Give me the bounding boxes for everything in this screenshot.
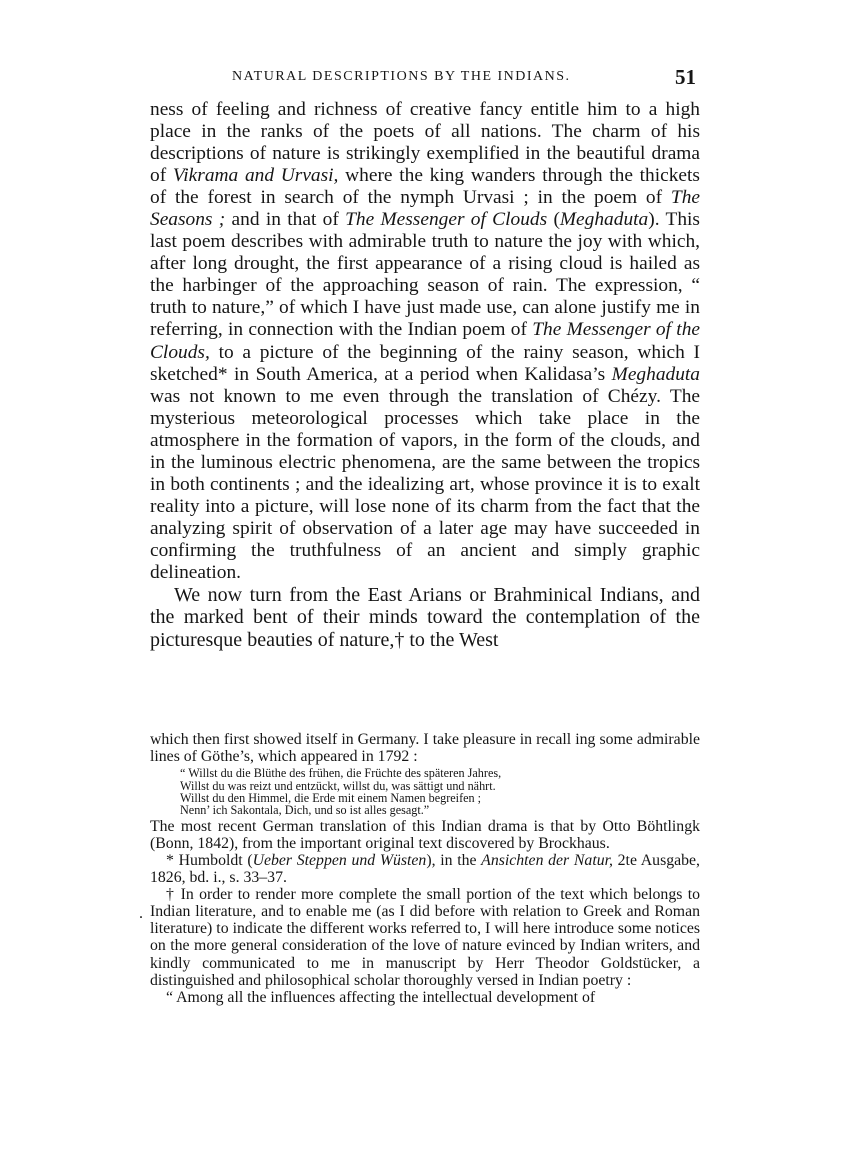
page-header bbox=[150, 64, 700, 90]
work-title-meghaduta: Meghaduta bbox=[559, 209, 649, 231]
footnote-continued: which then first showed itself in Germany. I take pleasure in recall ing some admirable lines of Göthe’s, which appeared in 1792 : bbox=[150, 731, 700, 766]
paragraph-1 bbox=[150, 99, 700, 584]
work-title-messenger: The Messenger of Clouds bbox=[345, 209, 548, 231]
work-title-messenger-clouds: The Messenger of the Clouds, bbox=[150, 319, 700, 363]
verse-line: “ Willst du die Blüthe des frühen, die Früchte des späteren Jahres, bbox=[180, 766, 502, 781]
verse-quotation bbox=[180, 767, 700, 817]
work-title-meghaduta: Meghaduta bbox=[611, 363, 700, 385]
text-run: ), in the bbox=[426, 852, 482, 869]
footnotes bbox=[150, 731, 700, 1006]
footnote-dagger: † In order to render more complete the small portion of the text which belongs to Indian literature, and to enable me (as I did before with relation to Greek and Roman literature) to indicate the different works referred to, I will here introduce some notices on the more general consideration of the love of nature evinced by Indian writers, and kindly communicated to me in manuscript by Herr Theodor Goldstücker, a distinguished and philosophical scholar thoroughly versed in Indian poetry : bbox=[150, 886, 700, 989]
footnote-translation-note: The most recent German translation of this Indian drama is that by Otto Böhtlingk (Bonn, 1842), from the important original text discovered by Brockhaus. bbox=[150, 817, 700, 852]
text-run: and in that of bbox=[225, 209, 346, 231]
text-run: ). This last poem describes with admirable truth to nature the joy with which, after long drought, the first appearance of a rising cloud is hailed as the harbinger of the approaching season of rain. The expression, “ truth to nature,” of which I have just made use, can alone justify me in referring, in connection with the Indian poem of bbox=[150, 209, 700, 341]
running-head: NATURAL DESCRIPTIONS BY THE INDIANS. bbox=[232, 69, 571, 84]
work-title-ueber-steppen: Ueber Steppen und Wüsten bbox=[252, 852, 427, 869]
text-run: where the king wanders through the thickets of the forest in search of the nymph Urvasi ; in the poem of bbox=[150, 165, 700, 209]
page-number: 51 bbox=[675, 65, 696, 89]
text-run: 2te Ausgabe, 1826, bd. i., s. 33–37. bbox=[150, 852, 700, 887]
text-run: * Humboldt ( bbox=[166, 852, 253, 869]
main-text bbox=[150, 99, 700, 651]
verse-line: Willst du den Himmel, die Erde mit einem Namen begreifen ; bbox=[180, 791, 482, 805]
footnote-quotation-start: “ Among all the influences affecting the intellectual development of bbox=[166, 988, 596, 1006]
verse-line: Nenn’ ich Sakontala, Dich, und so ist alles gesagt.” bbox=[180, 803, 430, 818]
work-title-vikrama: Vikrama and Urvasi, bbox=[172, 165, 339, 187]
work-title-ansichten: Ansichten der Natur, bbox=[481, 852, 613, 869]
text-run: was not known to me even through the translation of Chézy. The mysterious meteorological processes which take place in the atmosphere in the formation of vapors, in the form of the clouds, and in the luminous electric phenomena, are the same between the tropics in both continents ; and the idealizing art, whose province it is to exalt reality into a picture, will lose none of its charm from the fact that the analyzing spirit of observation of a later age may have succeeded in confirming the truthfulness of an ancient and simply graphic delineation. bbox=[150, 385, 700, 583]
margin-mark: . bbox=[139, 905, 143, 922]
text-run: ( bbox=[547, 209, 560, 231]
verse-line: Willst du was reizt und entzückt, willst du, was sättigt und nährt. bbox=[180, 778, 496, 793]
text-run: to a picture of the beginning of the rainy season, which I sketched* in South America, at a period when Kalidasa’s bbox=[150, 341, 700, 385]
work-title-seasons: The Seasons ; bbox=[150, 187, 700, 231]
paragraph-2: We now turn from the East Arians or Brahminical Indians, and the marked bent of their minds toward the contemplation of the picturesque beauties of nature,† to the West bbox=[150, 584, 700, 651]
text-run: ness of feeling and richness of creative fancy entitle him to a high place in the ranks of the poets of all nations. The charm of his descriptions of nature is strikingly exemplified in the beautiful drama of bbox=[150, 99, 700, 187]
footnote-asterisk bbox=[150, 852, 700, 886]
